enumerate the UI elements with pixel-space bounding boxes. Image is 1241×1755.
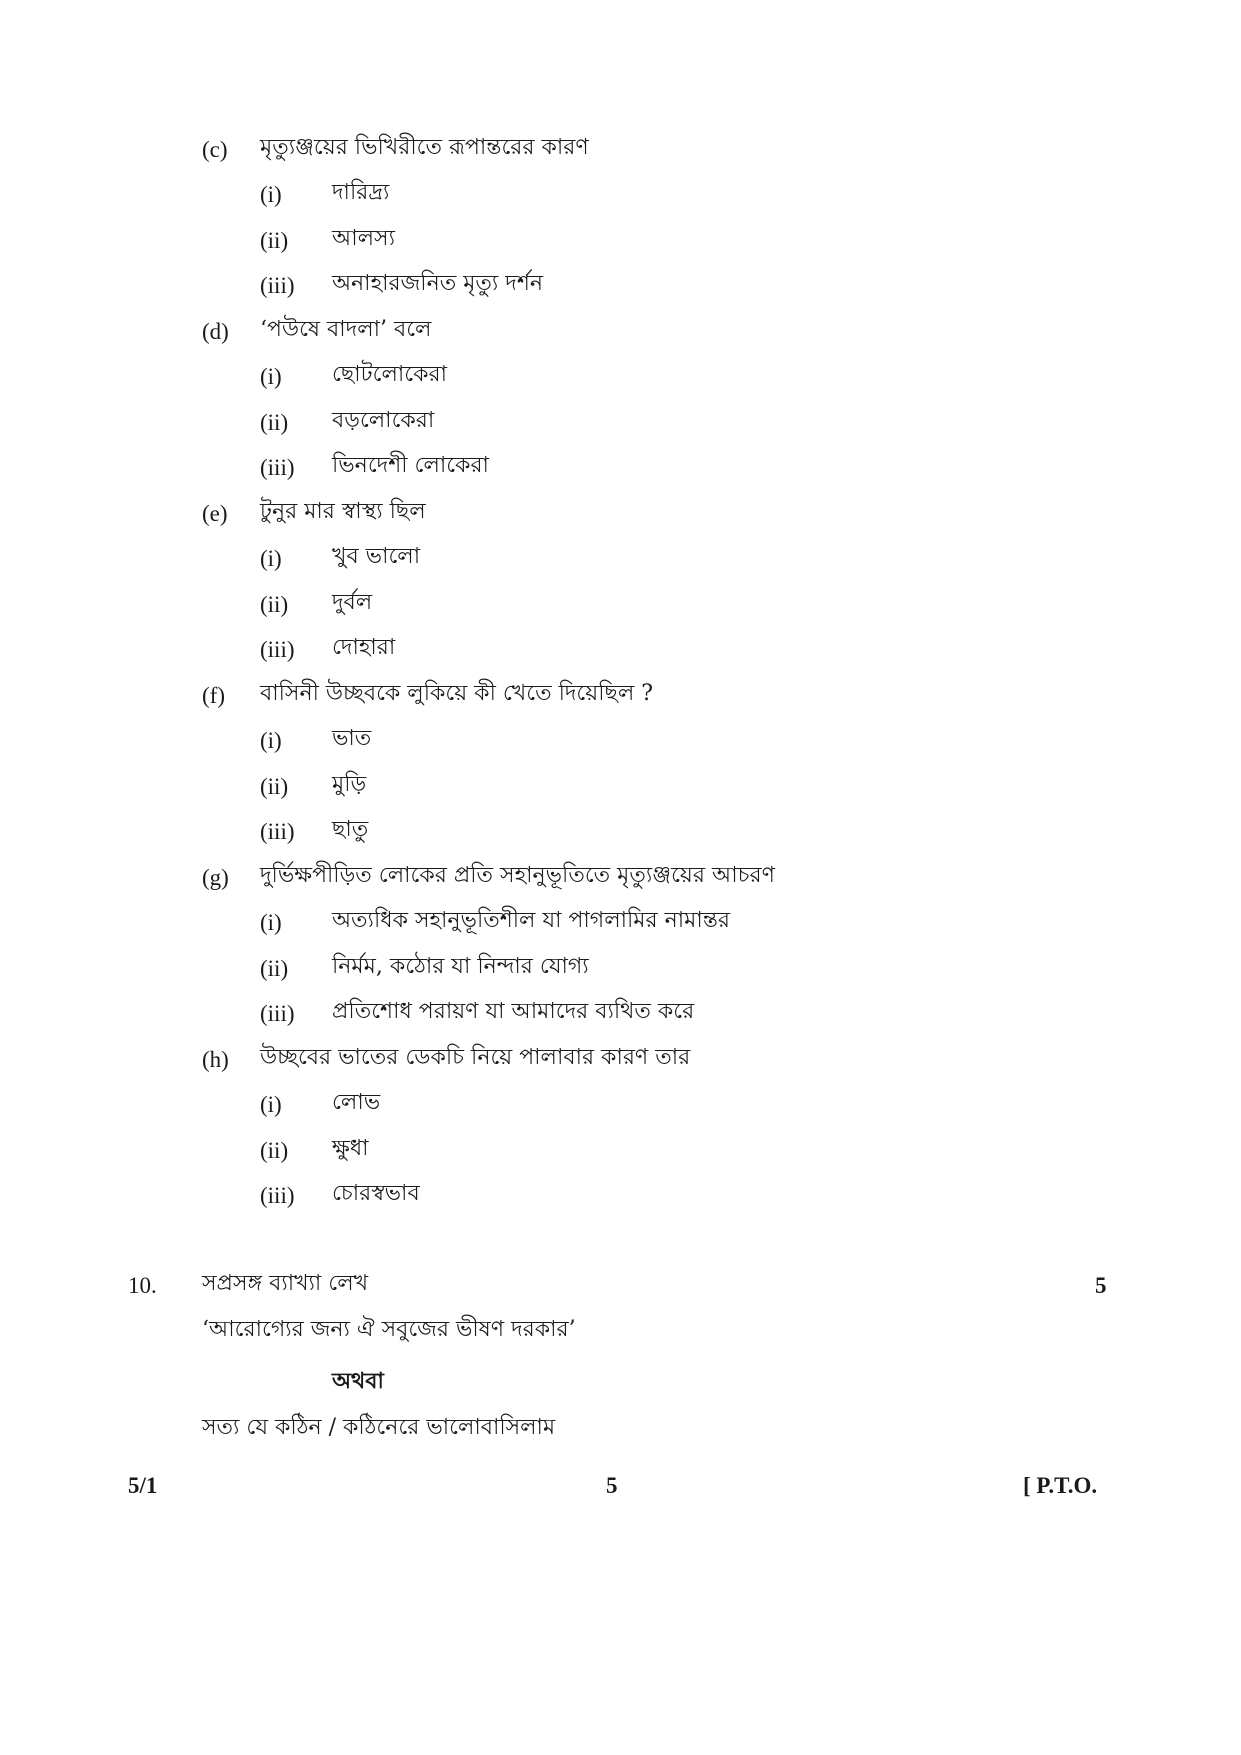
option-text: অনাহারজনিত মৃত্যু দর্শন (332, 271, 544, 296)
question-label: (h) (202, 1047, 229, 1072)
option-text: ভাত (332, 726, 372, 751)
option-text: প্রতিশোধ পরায়ণ যা আমাদের ব্যথিত করে (332, 999, 695, 1024)
question-instruction: সপ্রসঙ্গ ব্যাখ্যা লেখ (202, 1271, 369, 1296)
option-text: খুব ভালো (332, 544, 421, 569)
option-text: ছোটলোকেরা (332, 362, 447, 387)
option-label: (ii) (260, 1138, 289, 1163)
page-number: 5 (606, 1473, 618, 1498)
question-label: (d) (202, 319, 229, 344)
option-text: দারিদ্র্য (332, 180, 390, 205)
option-text: দোহারা (332, 635, 396, 660)
question-text: বাসিনী উচ্ছবকে লুকিয়ে কী খেতে দিয়েছিল ? (260, 681, 654, 706)
quote-2: সত্য যে কঠিন / কঠিনেরে ভালোবাসিলাম (202, 1415, 556, 1440)
question-label: (f) (202, 683, 225, 708)
question-label: (g) (202, 865, 229, 890)
option-text: চোরস্বভাব (332, 1181, 420, 1206)
option-text: ক্ষুধা (332, 1136, 369, 1161)
marks: 5 (1095, 1273, 1107, 1298)
quote-1: ‘আরোগ্যের জন্য ঐ সবুজের ভীষণ দরকার’ (202, 1317, 576, 1342)
option-label: (i) (260, 546, 282, 571)
option-text: বড়লোকেরা (332, 408, 435, 433)
option-label: (iii) (260, 819, 295, 844)
option-label: (i) (260, 728, 282, 753)
question-label: (e) (202, 501, 228, 526)
pto-label: [ P.T.O. (1023, 1473, 1098, 1498)
paper-code: 5/1 (128, 1473, 158, 1498)
option-label: (ii) (260, 592, 289, 617)
option-label: (iii) (260, 1001, 295, 1026)
question-text: টুনুর মার স্বাস্থ্য ছিল (260, 499, 426, 524)
question-text: ‘পউষে বাদলা’ বলে (260, 317, 432, 342)
option-text: দুর্বল (332, 590, 373, 615)
option-text: মুড়ি (332, 772, 367, 797)
question-text: উচ্ছবের ভাতের ডেকচি নিয়ে পালাবার কারণ তার (260, 1045, 691, 1070)
question-number: 10. (128, 1273, 157, 1298)
question-text: দুর্ভিক্ষপীড়িত লোকের প্রতি সহানুভূতিতে মৃত্যুঞ্জয়ের আচরণ (260, 863, 775, 888)
option-label: (iii) (260, 1183, 295, 1208)
option-label: (i) (260, 1092, 282, 1117)
option-label: (ii) (260, 956, 289, 981)
option-text: অত্যধিক সহানুভূতিশীল যা পাগলামির নামান্তর (332, 908, 730, 933)
option-text: নির্মম, কঠোর যা নিন্দার যোগ্য (332, 954, 589, 979)
option-label: (i) (260, 910, 282, 935)
option-text: ভিনদেশী লোকেরা (332, 453, 489, 478)
question-label: (c) (202, 137, 228, 162)
option-text: লোভ (332, 1090, 381, 1115)
option-label: (i) (260, 364, 282, 389)
option-label: (ii) (260, 228, 289, 253)
option-text: ছাতু (332, 817, 369, 842)
option-label: (iii) (260, 455, 295, 480)
option-label: (ii) (260, 410, 289, 435)
option-label: (i) (260, 182, 282, 207)
question-text: মৃত্যুঞ্জয়ের ভিখিরীতে রূপান্তরের কারণ (260, 135, 589, 160)
option-text: আলস্য (332, 226, 395, 251)
option-label: (ii) (260, 774, 289, 799)
option-label: (iii) (260, 273, 295, 298)
or-separator: অথবা (332, 1368, 384, 1394)
option-label: (iii) (260, 637, 295, 662)
